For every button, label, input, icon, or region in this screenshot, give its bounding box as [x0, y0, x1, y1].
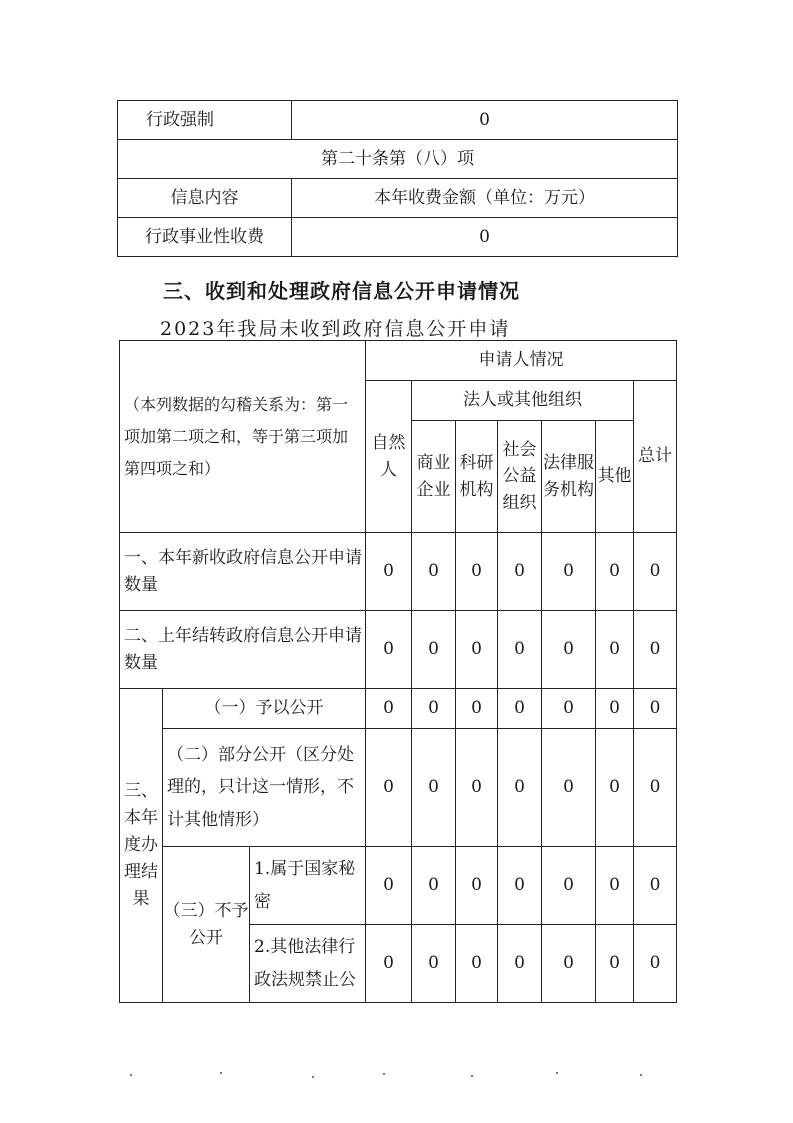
cell-value: 0	[498, 533, 542, 611]
cell-value: 0	[542, 729, 596, 847]
legal-group-header: 法人或其他组织	[412, 381, 634, 421]
table-row	[118, 218, 678, 257]
cell-value: 0	[456, 925, 498, 1003]
sub-header: 科研机构	[456, 421, 498, 533]
section-heading: 三、收到和处理政府信息公开申请情况	[163, 279, 520, 303]
cell-value: 0	[634, 847, 677, 925]
natural-person-header: 自然人	[366, 381, 412, 533]
row-label: 信息内容	[118, 179, 292, 218]
scan-dot	[471, 1075, 473, 1077]
row-label: 一、本年新收政府信息公开申请数量	[120, 533, 366, 611]
cell-value: 0	[366, 611, 412, 689]
scan-dot	[312, 1076, 314, 1078]
cell-value: 0	[542, 611, 596, 689]
note-text: 2023年我局未收到政府信息公开申请	[160, 318, 511, 340]
total-header: 总计	[634, 381, 677, 533]
cell-value: 0	[542, 847, 596, 925]
cell-value: 0	[412, 847, 456, 925]
cell-value: 0	[456, 847, 498, 925]
cell-value: 0	[498, 729, 542, 847]
cell-value: 0	[634, 611, 677, 689]
cell-value: 0	[596, 729, 634, 847]
cell-value: 0	[366, 729, 412, 847]
row-value: 0	[292, 101, 678, 140]
cell-value: 0	[366, 689, 412, 729]
table-row	[120, 689, 677, 729]
table-row	[118, 101, 678, 140]
cell-value: 0	[634, 729, 677, 847]
row-value: 本年收费金额（单位：万元）	[292, 179, 678, 218]
cell-value: 0	[412, 689, 456, 729]
table-row	[120, 341, 677, 381]
cell-value: 0	[596, 925, 634, 1003]
applicant-header: 申请人情况	[366, 341, 677, 381]
cell-value: 0	[596, 847, 634, 925]
group-label: 三、本年度办理结果	[120, 689, 163, 1003]
cell-value: 0	[542, 689, 596, 729]
row-label: 行政事业性收费	[118, 218, 292, 257]
scan-noise	[100, 1068, 700, 1088]
table-row	[120, 533, 677, 611]
scan-dot	[556, 1072, 558, 1074]
cell-value: 0	[498, 847, 542, 925]
cell-value: 0	[366, 847, 412, 925]
cell-value: 0	[596, 689, 634, 729]
row-value: 0	[292, 218, 678, 257]
row-label: 行政强制	[118, 101, 292, 140]
scan-dot	[640, 1074, 642, 1076]
table-row	[118, 140, 678, 179]
sub-header: 法律服务机构	[542, 421, 596, 533]
cell-value: 0	[412, 925, 456, 1003]
sub-header: 社会公益组织	[498, 421, 542, 533]
row-label: （一）予以公开	[163, 689, 366, 729]
row-label: （二）部分公开（区分处理的，只计这一情形，不计其他情形）	[163, 729, 366, 847]
cell-value: 0	[596, 533, 634, 611]
table-row	[118, 179, 678, 218]
sub-header: 商业企业	[412, 421, 456, 533]
scan-dot	[383, 1073, 385, 1075]
sub-header: 其他	[596, 421, 634, 533]
cell-value: 0	[456, 689, 498, 729]
table-row	[120, 611, 677, 689]
cell-value: 0	[412, 729, 456, 847]
cell-value: 0	[456, 611, 498, 689]
cell-value: 0	[456, 729, 498, 847]
application-table	[119, 340, 677, 1003]
cell-value: 0	[498, 925, 542, 1003]
cell-value: 0	[498, 689, 542, 729]
cell-value: 0	[498, 611, 542, 689]
cell-value: 0	[456, 533, 498, 611]
row-label: 1.属于国家秘密	[250, 847, 366, 925]
scan-dot	[220, 1072, 222, 1074]
cell-value: 0	[412, 533, 456, 611]
cell-value: 0	[542, 533, 596, 611]
cell-value: 0	[412, 611, 456, 689]
cell-value: 0	[634, 925, 677, 1003]
cell-value: 0	[542, 925, 596, 1003]
table-row	[120, 847, 677, 925]
cell-value: 0	[596, 611, 634, 689]
row-label: 二、上年结转政府信息公开申请数量	[120, 611, 366, 689]
section-row: 第二十条第（八）项	[118, 140, 678, 179]
corner-note: （本列数据的勾稽关系为：第一项加第二项之和，等于第三项加第四项之和）	[120, 341, 366, 533]
row-label: 2.其他法律行政法规禁止公	[250, 925, 366, 1003]
cell-value: 0	[366, 925, 412, 1003]
cell-value: 0	[366, 533, 412, 611]
scan-dot	[130, 1074, 132, 1076]
cell-value: 0	[634, 689, 677, 729]
table-row	[120, 729, 677, 847]
cell-value: 0	[634, 533, 677, 611]
fee-table	[117, 100, 678, 257]
sub-group-label: （三）不予公开	[163, 847, 250, 1003]
